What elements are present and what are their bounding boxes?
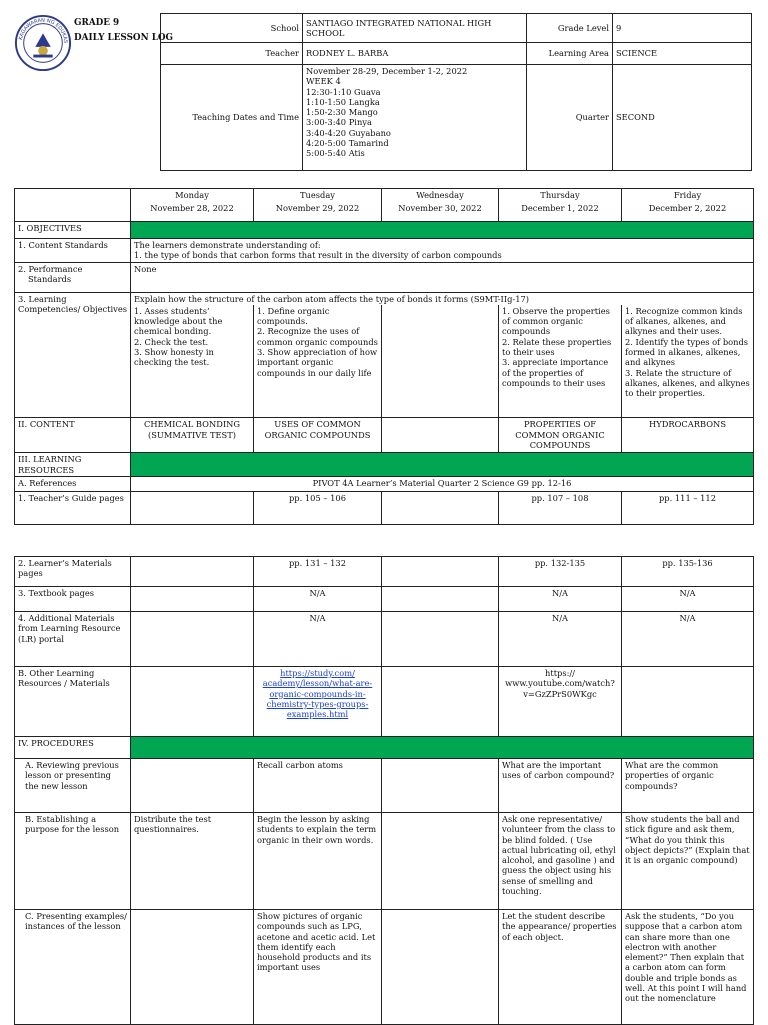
b-friday: Show students the ball and stick figure and ask them, “What do you think this object depicts?” (Explain that it is an organic compound) xyxy=(622,813,754,910)
link-line[interactable]: https://study.com/ xyxy=(280,668,355,678)
day-name: Wednesday xyxy=(416,190,464,200)
study-com-link[interactable] xyxy=(263,668,372,719)
c-thursday: Let the student describe the appearance/ properties of each object. xyxy=(499,910,622,1025)
text-line: 3. Show honesty in checking the test. xyxy=(134,347,214,368)
content-tuesday: USES OF COMMON ORGANIC COMPOUNDS xyxy=(254,418,382,453)
dates-line: WEEK 4 xyxy=(306,76,341,87)
teacher-value: RODNEY L. BARBA xyxy=(303,43,527,65)
dates-line: 1:50-2:30 Mango xyxy=(306,107,378,118)
quarter-value: SECOND xyxy=(613,65,752,171)
b-tuesday: Begin the lesson by asking students to explain the term organic in their own words. xyxy=(254,813,382,910)
other-resources-label: B. Other Learning Resources / Materials xyxy=(15,667,131,737)
grade-level-label: Grade Level xyxy=(527,14,613,43)
lesson-table-part1 xyxy=(14,188,754,525)
tg-friday: pp. 111 – 112 xyxy=(622,491,754,524)
day-header-wednesday xyxy=(382,189,499,222)
other-wednesday xyxy=(382,667,499,737)
teachers-guide-label: 1. Teacher’s Guide pages xyxy=(15,491,131,524)
procedure-c-label: C. Presenting examples/ instances of the lesson xyxy=(15,910,131,1025)
dates-value xyxy=(303,65,527,171)
objectives-tuesday xyxy=(254,305,382,418)
day-name: Thursday xyxy=(540,190,580,200)
content-friday: HYDROCARBONS xyxy=(622,418,754,453)
b-thursday: Ask one representative/ volunteer from the class to be blind folded. ( Use actual lubricating oil, ethyl alcohol, and gasoline ) and guess the object using his sense of smelling and touching. xyxy=(499,813,622,910)
text-line: https:// xyxy=(545,668,575,678)
day-name: Friday xyxy=(673,190,702,200)
objectives-thursday xyxy=(499,305,622,418)
lm-tuesday: pp. 131 – 132 xyxy=(254,557,382,587)
day-date: November 28, 2022 xyxy=(150,203,234,214)
dates-line: 4:20-5:00 Tamarind xyxy=(306,138,389,149)
tg-tuesday: pp. 105 – 106 xyxy=(254,491,382,524)
day-date: December 2, 2022 xyxy=(648,203,727,214)
corner-cell xyxy=(15,189,131,222)
lm-wednesday xyxy=(382,557,499,587)
day-date: December 1, 2022 xyxy=(521,203,599,214)
dates-line: 3:40-4:20 Guyabano xyxy=(306,127,391,138)
text-line: 1. Asses students’ knowledge about the chemical bonding. xyxy=(134,305,223,337)
a-friday: What are the common properties of organic compounds? xyxy=(622,759,754,813)
objectives-heading: I. OBJECTIVES xyxy=(15,222,131,239)
text-line: 3. appreciate importance of the properties of compounds to their uses xyxy=(502,357,609,388)
c-wednesday xyxy=(382,910,499,1025)
procedure-b-label: B. Establishing a purpose for the lesson xyxy=(15,813,131,910)
a-tuesday: Recall carbon atoms xyxy=(254,759,382,813)
add-thursday: N/A xyxy=(499,612,622,667)
section-bar xyxy=(131,222,754,239)
b-monday: Distribute the test questionnaires. xyxy=(131,813,254,910)
day-date: November 30, 2022 xyxy=(398,203,482,214)
text-line: Standards xyxy=(28,273,72,284)
header-table xyxy=(160,13,752,171)
a-monday xyxy=(131,759,254,813)
a-wednesday xyxy=(382,759,499,813)
dates-line: 5:00-5:40 Atis xyxy=(306,148,365,159)
learning-area-value: SCIENCE xyxy=(613,43,752,65)
day-header-tuesday xyxy=(254,189,382,222)
grade-level-value: 9 xyxy=(613,14,752,43)
performance-standards-label xyxy=(15,262,131,292)
resources-heading: III. LEARNING RESOURCES xyxy=(15,453,131,477)
content-thursday: PROPERTIES OF COMMON ORGANIC COMPOUNDS xyxy=(499,418,622,453)
deped-seal-icon xyxy=(14,14,72,72)
tb-monday xyxy=(131,587,254,612)
dates-line: 1:10-1:50 Langka xyxy=(306,96,380,107)
dates-line: 12:30-1:10 Guava xyxy=(306,86,381,97)
competencies-label: 3. Learning Competencies/ Objectives xyxy=(15,292,131,418)
c-tuesday: Show pictures of organic compounds such as LPG, acetone and acetic acid. Let them identify each household products and its important uses xyxy=(254,910,382,1025)
content-wednesday xyxy=(382,418,499,453)
text-line: 2. Identify the types of bonds formed in alkanes, alkenes, and alkynes xyxy=(625,336,749,368)
grade-title: GRADE 9 xyxy=(74,18,120,28)
dates-label: Teaching Dates and Time xyxy=(161,65,303,171)
content-monday: CHEMICAL BONDING (SUMMATIVE TEST) xyxy=(131,418,254,453)
tb-tuesday: N/A xyxy=(254,587,382,612)
day-name: Tuesday xyxy=(300,190,335,200)
text-line: 3. Relate the structure of alkanes, alkenes, and alkynes to their properties. xyxy=(625,367,750,399)
day-name: Monday xyxy=(175,190,209,200)
tb-thursday: N/A xyxy=(499,587,622,612)
additional-materials-label: 4. Additional Materials from Learning Resource (LR) portal xyxy=(15,612,131,667)
text-line: v=GzZPrS0WKgc xyxy=(523,688,597,699)
tg-monday xyxy=(131,491,254,524)
content-standards-label: 1. Content Standards xyxy=(15,239,131,263)
objectives-wednesday xyxy=(382,305,499,418)
quarter-label: Quarter xyxy=(527,65,613,171)
references-label: A. References xyxy=(15,476,131,491)
day-header-thursday xyxy=(499,189,622,222)
lm-monday xyxy=(131,557,254,587)
text-line: 2. Relate these properties to their uses xyxy=(502,336,612,358)
tb-friday: N/A xyxy=(622,587,754,612)
objectives-friday xyxy=(622,305,754,418)
text-line: 1. Observe the properties of common organic compounds xyxy=(502,305,610,337)
references-value: PIVOT 4A Learner’s Material Quarter 2 Science G9 pp. 12-16 xyxy=(131,476,754,491)
competency-code: Explain how the structure of the carbon atom affects the type of bonds it forms (S9MT-IIg-17) xyxy=(131,292,754,305)
learning-area-label: Learning Area xyxy=(527,43,613,65)
section-bar xyxy=(131,737,754,759)
lm-friday: pp. 135-136 xyxy=(622,557,754,587)
c-friday: Ask the students, “Do you suppose that a carbon atom can share more than one electron with another element?” Then explain that a carbon atom can form double and triple bonds as well. At this point I will hand out the nomenclature xyxy=(622,910,754,1025)
content-standards-value xyxy=(131,239,754,263)
school-label: School xyxy=(161,14,303,43)
b-wednesday xyxy=(382,813,499,910)
add-monday xyxy=(131,612,254,667)
link-line[interactable]: organic-compounds-in- xyxy=(269,688,366,699)
performance-standards-value: None xyxy=(131,262,754,292)
add-tuesday: N/A xyxy=(254,612,382,667)
content-heading: II. CONTENT xyxy=(15,418,131,453)
link-line[interactable]: examples.html xyxy=(286,709,349,720)
procedure-a-label: A. Reviewing previous lesson or presenting the new lesson xyxy=(15,759,131,813)
text-line: 1. Recognize common kinds of alkanes, alkenes, and alkynes and their uses. xyxy=(625,305,743,337)
text-line: www.youtube.com/watch? xyxy=(505,678,615,689)
dates-line: November 28-29, December 1-2, 2022 xyxy=(306,66,468,76)
text-line: 1. Define organic compounds. xyxy=(257,305,330,327)
text-line: 1. the type of bonds that carbon forms that result in the diversity of carbon compounds xyxy=(134,250,502,261)
text-line: The learners demonstrate understanding of: xyxy=(134,240,321,250)
textbook-label: 3. Textbook pages xyxy=(15,587,131,612)
day-header-friday xyxy=(622,189,754,222)
lesson-table-part2 xyxy=(14,556,754,1025)
text-line: 3. Show appreciation of how important organic compounds in our daily life xyxy=(257,347,378,378)
procedures-heading: IV. PROCEDURES xyxy=(15,737,131,759)
lm-thursday: pp. 132-135 xyxy=(499,557,622,587)
link-line[interactable]: chemistry-types-groups- xyxy=(266,698,369,709)
text-line: 2. Performance xyxy=(18,263,83,274)
a-thursday: What are the important uses of carbon compound? xyxy=(499,759,622,813)
c-monday xyxy=(131,910,254,1025)
teacher-label: Teacher xyxy=(161,43,303,65)
section-bar xyxy=(131,453,754,477)
tb-wednesday xyxy=(382,587,499,612)
other-monday xyxy=(131,667,254,737)
day-header-monday xyxy=(131,189,254,222)
learners-materials-label: 2. Learner’s Materials pages xyxy=(15,557,131,587)
svg-text:KAGAWARAN NG EDUKASYON: KAGAWARAN NG EDUKAS xyxy=(17,17,69,44)
add-friday: N/A xyxy=(622,612,754,667)
tg-wednesday xyxy=(382,491,499,524)
objectives-monday xyxy=(131,305,254,418)
add-wednesday xyxy=(382,612,499,667)
dates-line: 3:00-3:40 Pinya xyxy=(306,117,372,128)
other-tuesday-link[interactable] xyxy=(254,667,382,737)
day-date: November 29, 2022 xyxy=(275,203,360,214)
school-value: SANTIAGO INTEGRATED NATIONAL HIGH SCHOOL xyxy=(303,14,527,43)
tg-thursday: pp. 107 – 108 xyxy=(499,491,622,524)
link-line[interactable]: academy/lesson/what-are- xyxy=(262,678,373,689)
text-line: 2. Recognize the uses of common organic compounds xyxy=(257,326,378,347)
other-thursday xyxy=(499,667,622,737)
log-title: DAILY LESSON LOG xyxy=(74,33,174,43)
other-friday xyxy=(622,667,754,737)
text-line: 2. Check the test. xyxy=(134,336,209,347)
